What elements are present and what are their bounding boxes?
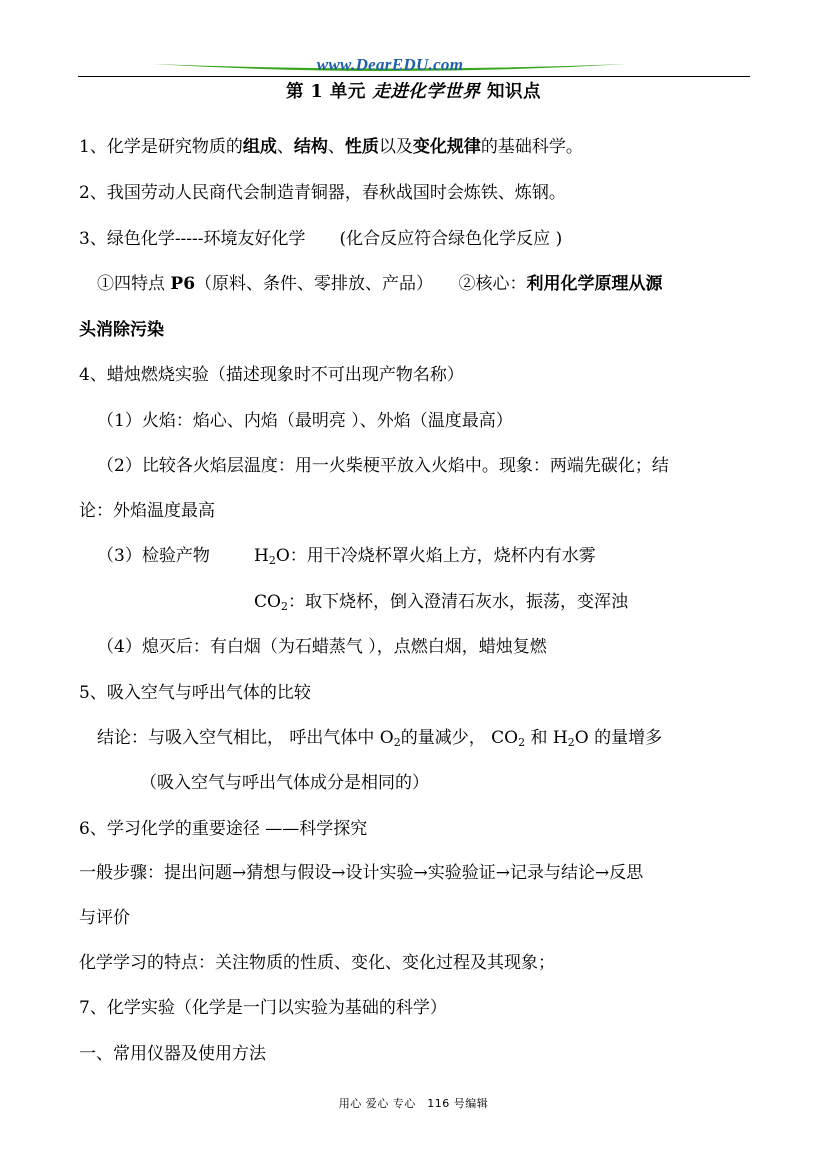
para-3: 3、绿色化学-----环境友好化学 (化合反应符合绿色化学反应 ) <box>79 229 563 249</box>
para-6-1-cont: 与评价 <box>79 908 130 928</box>
header-rule <box>78 76 750 77</box>
para-3-points: ①四特点 P6（原料、条件、零排放、产品） ②核心：利用化学原理从源 <box>97 274 663 294</box>
para-4-2: （2）比较各火焰层温度：用一火柴梗平放入火焰中。现象：两端先碳化；结 <box>97 456 669 476</box>
header-logo <box>150 56 630 78</box>
para-5: 5、吸入空气与呼出气体的比较 <box>79 683 311 703</box>
para-2: 2、我国劳动人民商代会制造青铜器，春秋战国时会炼铁、炼钢。 <box>79 183 566 203</box>
para-5-2: （吸入空气与呼出气体成分是相同的） <box>140 773 429 793</box>
title-unit: 第 1 单元 <box>285 82 366 102</box>
para-7: 7、化学实验（化学是一门以实验为基础的科学） <box>79 998 447 1018</box>
page-title <box>0 78 827 103</box>
para-4-1: （1）火焰：焰心、内焰（最明亮 ）、外焰（温度最高） <box>97 411 513 431</box>
para-4-3-label: （3）检验产物 <box>97 546 210 566</box>
para-4: 4、蜡烛燃烧实验（描述现象时不可出现产物名称） <box>79 365 464 385</box>
title-suffix: 知识点 <box>487 82 542 102</box>
para-7-1: 一、常用仪器及使用方法 <box>79 1044 266 1064</box>
para-1: 1、化学是研究物质的组成、结构、性质以及变化规律的基础科学。 <box>79 137 583 157</box>
page-footer: 用心 爱心 专心 116 号编辑 <box>338 1097 489 1110</box>
para-4-4: （4）熄灭后：有白烟（为石蜡蒸气 ），点燃白烟，蜡烛复燃 <box>97 637 547 657</box>
para-3-points-cont: 头消除污染 <box>79 320 164 340</box>
para-4-3-co2: $CO_2$：取下烧杯，倒入澄清石灰水，振荡，变浑浊 <box>254 592 628 613</box>
para-6-1: 一般步骤：提出问题→猜想与假设→设计实验→实验验证→记录与结论→反思 <box>79 863 644 883</box>
site-name: www.DearEDU.com <box>316 55 464 74</box>
para-4-2-cont: 论：外焰温度最高 <box>79 501 215 521</box>
para-4-3-water: $H_2O$：用干冷烧杯罩火焰上方，烧杯内有水雾 <box>254 546 596 567</box>
para-6: 6、学习化学的重要途径 ——科学探究 <box>79 819 368 839</box>
para-5-1: 结论：与吸入空气相比， 呼出气体中 $O_2$的量减少， $CO_2$ 和 $H_2O$ 的量增多 <box>97 728 663 749</box>
para-6-2: 化学学习的特点：关注物质的性质、变化、变化过程及其现象； <box>79 953 555 973</box>
title-topic: 走进化学世界 <box>372 82 481 102</box>
